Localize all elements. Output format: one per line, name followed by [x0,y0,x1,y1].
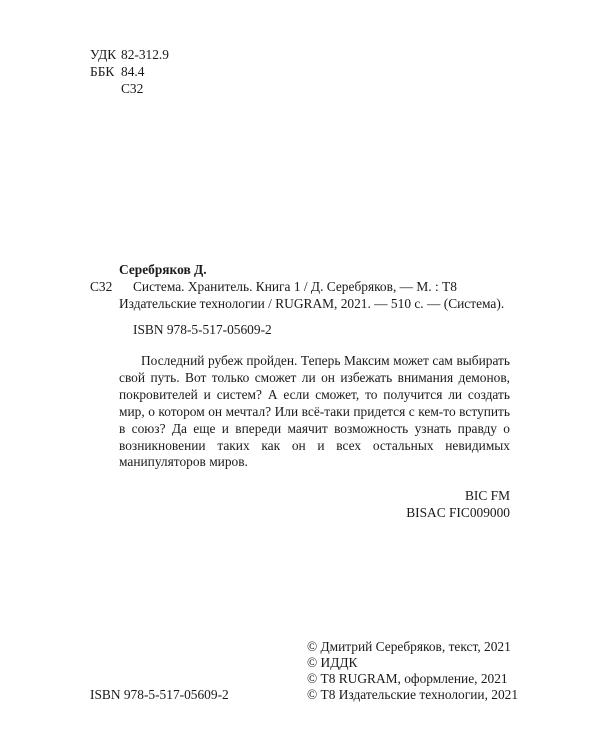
udc-value: 82-312.9 [121,47,169,62]
bisac-code: BISAC FIC009000 [406,505,510,520]
udc-label: УДК [90,47,117,62]
description-line-1: Система. Хранитель. Книга 1 / Д. Серебряков, — М. : Т8 [133,279,457,294]
author-heading: Серебряков Д. [119,262,207,277]
copyright-line-publisher: © Т8 Издательские технологии, 2021 [307,687,519,702]
bbk-label: ББК [90,64,115,79]
copyright-line-author: © Дмитрий Серебряков, текст, 2021 [307,639,511,654]
copyright-line-iddk: © ИДДК [307,655,358,670]
bic-code: BIC FM [464,488,510,503]
author-sign-value: С32 [121,81,144,96]
description-line-2: Издательские технологии / RUGRAM, 2021. — 510 с. — (Система). [119,296,505,311]
catalog-isbn: ISBN 978-5-517-05609-2 [133,322,272,337]
copyright-line-design: © Т8 RUGRAM, оформление, 2021 [307,671,508,686]
bbk-value: 84.4 [121,64,145,79]
footer-isbn: ISBN 978-5-517-05609-2 [90,687,229,702]
catalog-code: С32 [90,279,113,294]
annotation-paragraph: Последний рубеж пройден. Теперь Максим может сам выбирать свой путь. Вот только сможет ли он избежать внимания демонов, покровителей и систем? А если сможет, то получится ли создать мир, о котором он мечтал? Или всё-таки придется с кем-то вступить в союз? Да еще и впереди маячит возможность узнать правду о возникновении таких как он и всех остальных невидимых манипуляторов миров. [119,353,510,470]
